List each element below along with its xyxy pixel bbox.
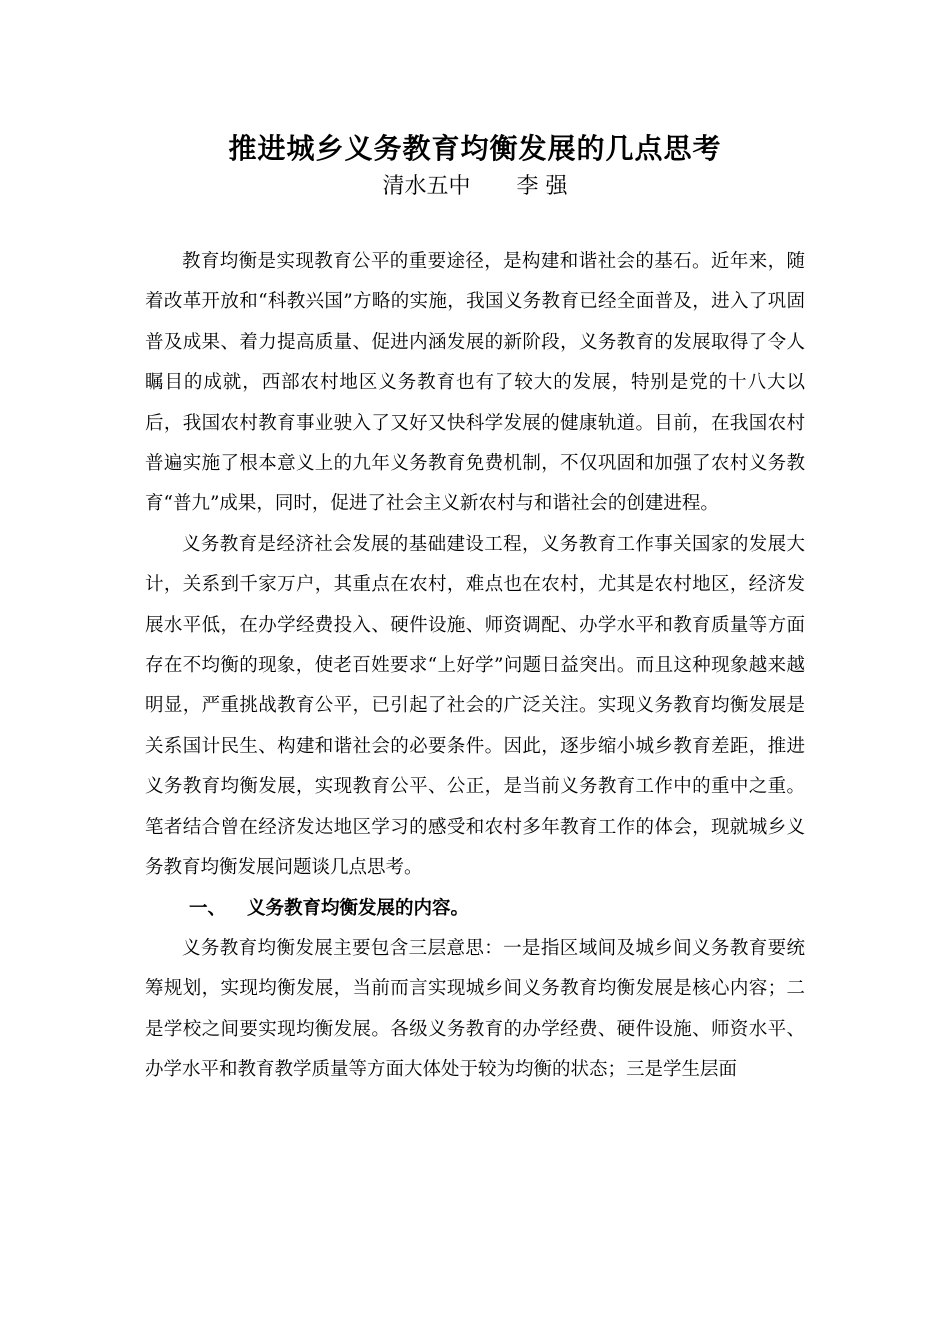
- section-heading: [145, 889, 805, 929]
- section-title: 义务教育均衡发展的内容。: [247, 897, 470, 919]
- paragraph-intro: 教育均衡是实现教育公平的重要途径，是构建和谐社会的基石。近年来，随着改革开放和“科教兴国”方略的实施，我国义务教育已经全面普及，进入了巩固普及成果、着力提高质量、促进内涵发展的新阶段，义务教育的发展取得了令人瞩目的成就，西部农村地区义务教育也有了较大的发展，特别是党的十八大以后，我国农村教育事业驶入了又好又快科学发展的健康轨道。目前，在我国农村普遍实施了根本意义上的九年义务教育免费机制，不仅巩固和加强了农村义务教育“普九”成果，同时，促进了社会主义新农村与和谐社会的创建进程。: [145, 251, 805, 515]
- school-name: 清水五中: [382, 174, 471, 199]
- paragraph-section-content: 义务教育均衡发展主要包含三层意思：一是指区域间及城乡间义务教育要统筹规划，实现均衡发展，当前而言实现城乡间义务教育均衡发展是核心内容；二是学校之间要实现均衡发展。各级义务教育的办学经费、硬件设施、师资水平、办学水平和教育教学质量等方面大体处于较为均衡的状态；三是学生层面: [145, 937, 805, 1081]
- paragraph-background: 义务教育是经济社会发展的基础建设工程，义务教育工作事关国家的发展大计，关系到千家万户，其重点在农村，难点也在农村，尤其是农村地区，经济发展水平低，在办学经费投入、硬件设施、师资调配、办学水平和教育质量等方面存在不均衡的现象，使老百姓要求“上好学”问题日益突出。而且这种现象越来越明显，严重挑战教育公平，已引起了社会的广泛关注。实现义务教育均衡发展是关系国计民生、构建和谐社会的必要条件。因此，逐步缩小城乡教育差距，推进义务教育均衡发展，实现教育公平、公正，是当前义务教育工作中的重中之重。笔者结合曾在经济发达地区学习的感受和农村多年教育工作的体会，现就城乡义务教育均衡发展问题谈几点思考。: [145, 533, 805, 879]
- document-title: 推进城乡义务教育均衡发展的几点思考: [228, 132, 722, 165]
- section-number: 一、: [189, 897, 227, 919]
- author-name: 李 强: [516, 174, 568, 199]
- document-body: [145, 242, 805, 1091]
- author-line: [0, 170, 950, 204]
